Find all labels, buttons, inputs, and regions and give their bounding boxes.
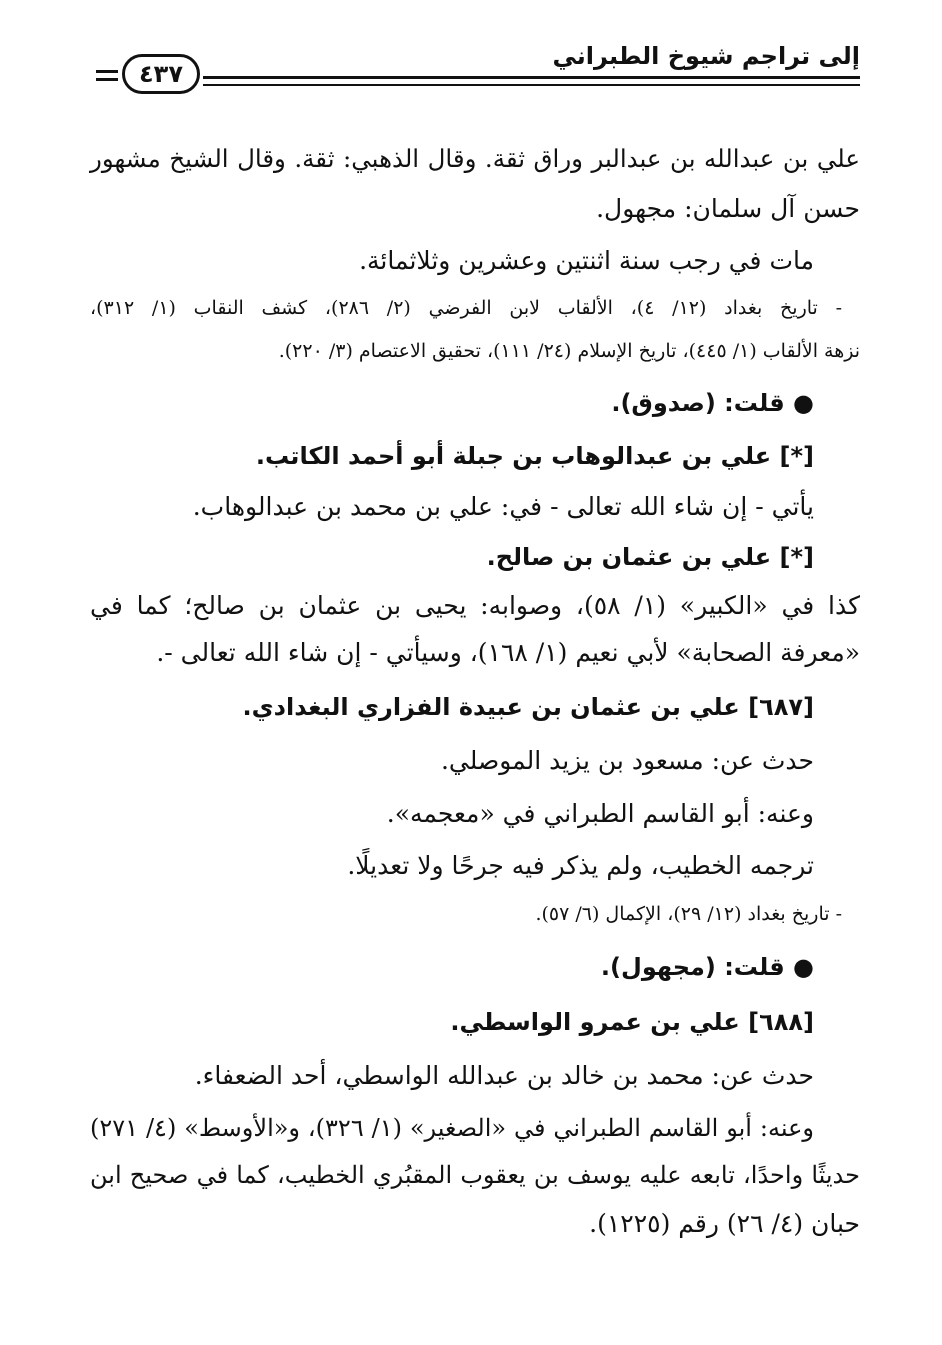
entry-heading: [*] علي بن عبدالوهاب بن جبلة أبو أحمد الكاتب. [255, 442, 814, 470]
entry-heading: [٦٨٧] علي بن عثمان بن عبيدة الفزاري البغدادي. [242, 693, 814, 721]
text-line: علي بن عبدالله بن عبدالبر وراق ثقة. وقال الذهبي: ثقة. وقال الشيخ مشهور [90, 144, 860, 173]
text-line: يأتي - إن شاء الله تعالى - في: علي بن محمد بن عبدالوهاب. [192, 492, 814, 521]
text-line: كذا في «الكبير» (١/ ٥٨)، وصوابه: يحيى بن عثمان بن صالح؛ كما في [90, 591, 860, 620]
header-rule-top [203, 76, 860, 79]
text-line: حدث عن: مسعود بن يزيد الموصلي. [440, 746, 814, 775]
text-line: حدث عن: محمد بن خالد بن عبدالله الواسطي، أحد الضعفاء. [194, 1061, 814, 1090]
verdict-line: ● قلت: (صدوق). [611, 389, 814, 417]
text-line: ترجمه الخطيب، ولم يذكر فيه جرحًا ولا تعديلًا. [347, 851, 814, 880]
text-line: وعنه: أبو القاسم الطبراني في «معجمه». [386, 799, 814, 828]
running-header-title: إلى تراجم شيوخ الطبراني [552, 42, 860, 70]
footnote-line: نزهة الألقاب (١/ ٤٤٥)، تاريخ الإسلام (٢٤/ ١١١)، تحقيق الاعتصام (٣/ ٢٢٠). [278, 340, 860, 362]
verdict-line: ● قلت: (مجهول). [600, 953, 814, 981]
footnote-line: - تاريخ بغداد (١٢/ ٤)، الألقاب لابن الفرضي (٢/ ٢٨٦)، كشف النقاب (١/ ٣١٢)، [90, 297, 842, 319]
page-number: ٤٣٧ [122, 54, 200, 94]
text-line: حديثًا واحدًا، تابعه عليه يوسف بن يعقوب المقبُري الخطيب، كما في صحيح ابن [90, 1161, 860, 1189]
text-line: حبان (٤/ ٢٦) رقم (١٢٢٥). [589, 1209, 860, 1238]
footnote-line: - تاريخ بغداد (١٢/ ٢٩)، الإكمال (٦/ ٥٧). [535, 903, 842, 925]
header-rule-bottom [203, 84, 860, 86]
text-line: مات في رجب سنة اثنتين وعشرين وثلاثمائة. [359, 246, 814, 275]
entry-heading: [*] علي بن عثمان بن صالح. [486, 543, 814, 571]
text-line: حسن آل سلمان: مجهول. [596, 194, 860, 223]
text-line: «معرفة الصحابة» لأبي نعيم (١/ ١٦٨)، وسيأتي - إن شاء الله تعالى -. [156, 638, 860, 667]
header-dash-top [96, 70, 118, 73]
entry-heading: [٦٨٨] علي بن عمرو الواسطي. [450, 1008, 814, 1036]
header-dash-bottom [96, 78, 118, 81]
text-line: وعنه: أبو القاسم الطبراني في «الصغير» (١/ ٣٢٦)، و«الأوسط» (٤/ ٢٧١) [90, 1114, 814, 1142]
